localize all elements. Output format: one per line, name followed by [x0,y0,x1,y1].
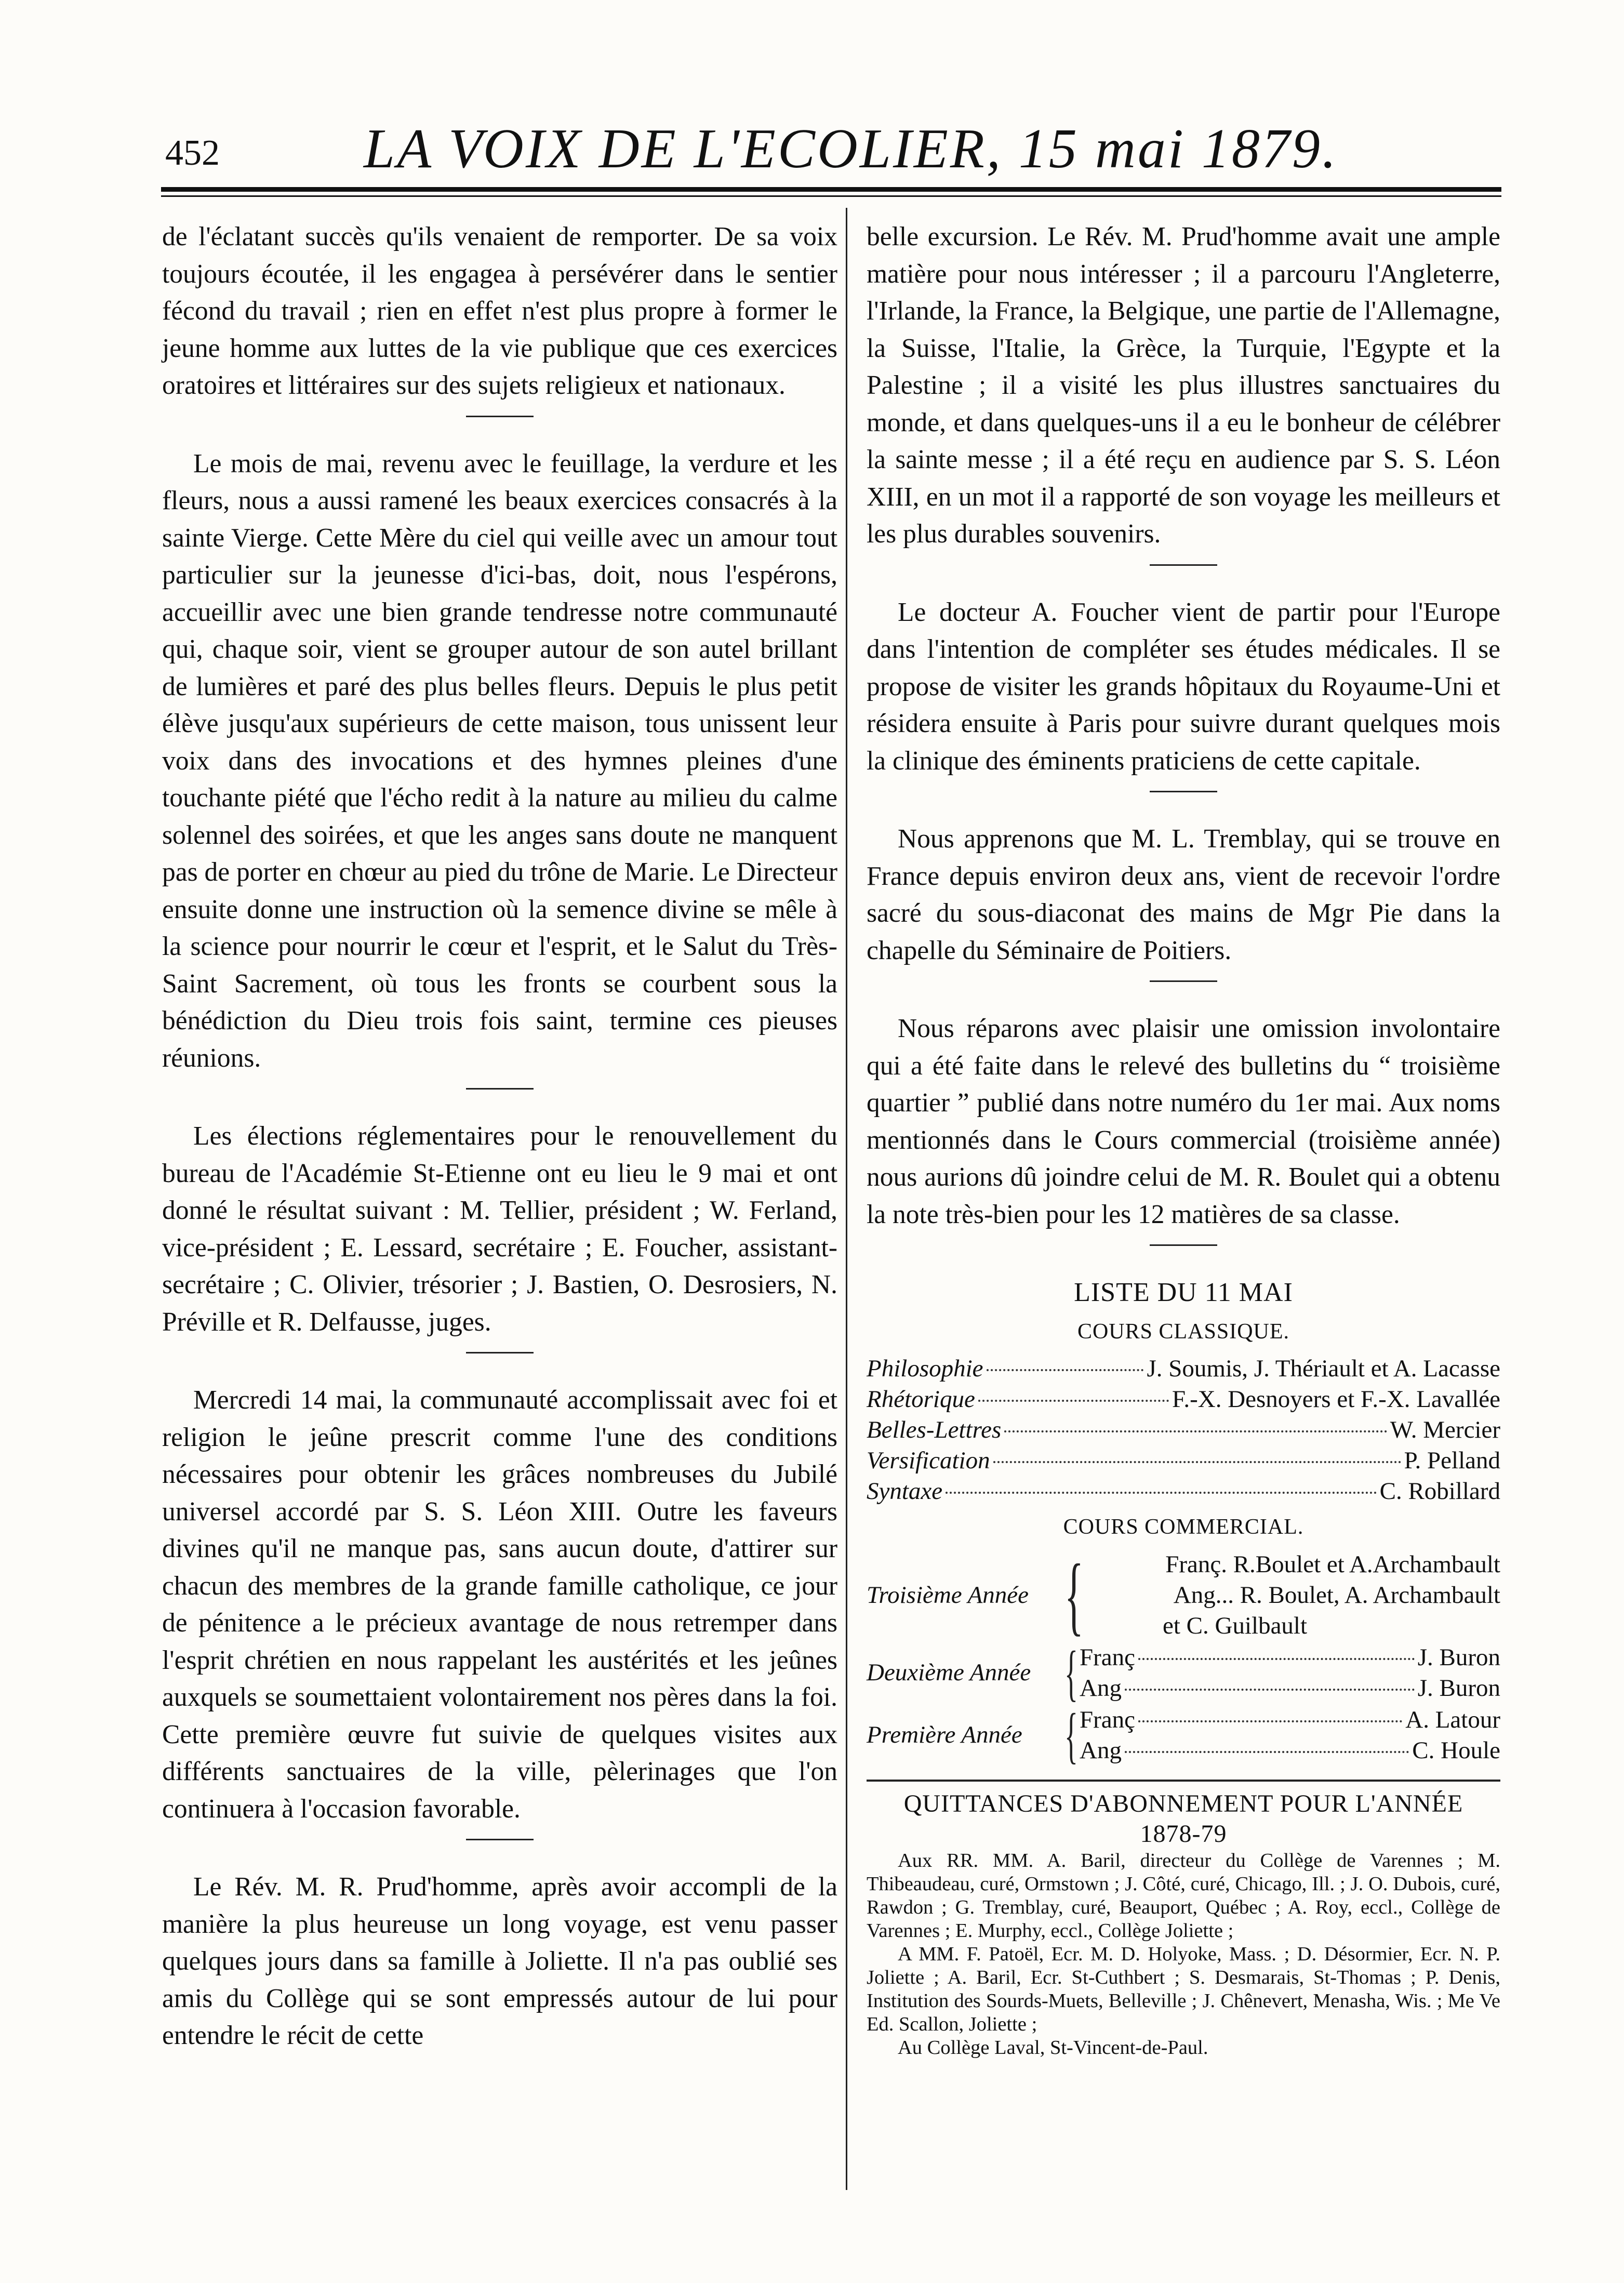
section-separator [1150,564,1217,566]
header-rule-thin [161,195,1501,197]
column-divider [846,208,847,2190]
quittances-paragraph: Au Collège Laval, St-Vincent-de-Paul. [898,2036,1208,2059]
section-separator [466,1839,534,1840]
list-row: Versification P. Pelland [867,1447,1500,1474]
paragraph-jubile: Mercredi 14 mai, la communauté accomplissait avec foi et religion le jeûne prescrit comme l'une des conditions nécessaires pour obtenir les grâces nombreuses du Jubilé universel accordé par S. S. Léon XIII. Outre les faveurs divines qu'il ne manque pas, sans aucun doute, d'attirer sur chacun des membres de la grande famille catholique, ce jour de pénitence a le précieux avantage de nous retremper dans l'esprit chrétien en nous rappelant les austérités et les jeûnes auxquels se soumettaient volontairement nos pères dans la foi. Cette première œuvre fut suivie de quelques visites aux différents sanctuaires de la ville, pèlerinages que l'on continuera à l'occasion favorable. [162,1385,837,1824]
running-title: LA VOIX DE L'ECOLIER, 15 mai 1879. [364,118,1338,180]
list-title: LISTE DU 11 MAI [1074,1278,1293,1307]
left-column [162,218,837,2054]
page-number: 452 [165,133,220,173]
right-column [867,218,1500,2060]
header-rule-thick [161,187,1501,192]
list-row: Syntaxe C. Robillard [867,1478,1500,1505]
quittances-title: QUITTANCES D'ABONNEMENT POUR L'ANNÉE [903,1789,1463,1817]
quittances-year: 1878-79 [1140,1820,1227,1848]
list-row: Rhétorique F.-X. Desnoyers et F.-X. Lavallée [867,1386,1500,1413]
paragraph-tremblay: Nous apprenons que M. L. Tremblay, qui se trouve en France depuis environ deux ans, vient de recevoir l'ordre sacré du sous-diaconat des mains de Mgr Pie dans la chapelle du Séminaire de Poitiers. [867,824,1500,965]
section-separator [1150,980,1217,982]
paragraph-omission: Nous réparons avec plaisir une omission involontaire qui a été faite dans le relevé des bulletins du “ troisième quartier ” publié dans notre numéro du 1er mai. Aux noms mentionnés dans le Cours commercial (troisième année) nous aurions dû joindre celui de M. R. Boulet qui a obtenu la note très-bien pour les 12 matières de sa classe. [867,1014,1500,1229]
section-separator [466,416,534,417]
page-header [156,117,1501,187]
brace-icon: { [1064,1546,1084,1644]
paragraph-prudhomme: Le Rév. M. R. Prud'homme, après avoir accompli de la manière la plus heureuse un long voyage, est venu passer quelques jours dans sa famille à Joliette. Il n'a pas oublié ses amis du Collège qui se sont empressés autour de lui pour entendre le récit de cette [162,1872,837,2050]
cours-commercial-heading: COURS COMMERCIAL. [1063,1515,1304,1539]
section-rule [867,1780,1500,1782]
section-separator [1150,1244,1217,1246]
paragraph-foucher: Le docteur A. Foucher vient de partir pour l'Europe dans l'intention de compléter ses études médicales. Il se propose de visiter les grands hôpitaux du Royaume-Uni et résidera ensuite à Paris pour suivre durant quelques mois la clinique des éminents praticiens de cette capitale. [867,597,1500,776]
paragraph-excursion: belle excursion. Le Rév. M. Prud'homme avait une ample matière pour nous intéresser ; il a parcouru l'Angleterre, l'Irlande, la France, la Belgique, une partie de l'Allemagne, la Suisse, l'Italie, la Grèce, la Turquie, l'Egypte et la Palestine ; il a visité les plus illustres sanctuaires du monde, et dans quelques-uns il a eu le bonheur de célébrer la sainte messe ; il a été reçu en audience par S. S. Léon XIII, en un mot il a rapporté de son voyage les meilleurs et les plus durables souvenirs. [867,222,1500,549]
section-separator [466,1088,534,1090]
deuxieme-annee-group: Deuxième Année { Franç J. Buron Ang J. Buron [867,1638,1500,1707]
group-label: Troisième Année [867,1581,1029,1609]
paragraph-mois-de-mai: Le mois de mai, revenu avec le feuillage, la verdure et les fleurs, nous a aussi ramené les beaux exercices consacrés à la sainte Vierge. Cette Mère du ciel qui veille avec un amour tout particulier sur la jeunesse d'ici-bas, doit, nous l'espérons, accueillir avec une bien grande tendresse notre communauté qui, chaque soir, vient se grouper autour de son autel brillant de lumières et paré des plus belles fleurs. Depuis le plus petit élève jusqu'aux supérieurs de cette maison, tous unissent leur voix dans des invocations et des hymnes pleines d'une touchante piété que l'écho redit à la nature au milieu du calme solennel des soirées, et que les anges sans doute ne manquent pas de porter en chœur au pied du trône de Marie. Le Directeur ensuite donne une instruction où la semence divine se mêle à la science pour nourrir le cœur et l'esprit, et le Salut du Très-Saint Sacrement, où tous les fronts se courbent sous la bénédiction du Dieu trois fois saint, termine ces pieuses réunions. [162,448,837,1073]
group-label: Première Année [867,1721,1022,1748]
paragraph-elections: Les élections réglementaires pour le renouvellement du bureau de l'Académie St-Etienne ont eu lieu le 9 mai et ont donné le résultat suivant : M. Tellier, président ; W. Ferland, vice-président ; E. Lessard, secrétaire ; E. Foucher, assistant-secrétaire ; C. Olivier, trésorier ; J. Bastien, O. Desrosiers, N. Préville et R. Delfausse, juges. [162,1121,837,1337]
paragraph-continuation: de l'éclatant succès qu'ils venaient de remporter. De sa voix toujours écoutée, il les engagea à persévérer dans le sentier fécond du travail ; rien en effet n'est plus propre à former le jeune homme aux luttes de la vie publique que ces exercices oratoires et littéraires sur des sujets religieux et nationaux. [162,222,837,400]
quittances-paragraph: Aux RR. MM. A. Baril, directeur du Collège de Varennes ; M. Thibeaudeau, curé, Ormstown ; J. Côté, curé, Chicago, Ill. ; J. O. Dubois, curé, Rawdon ; G. Tremblay, curé, Beauport, Québec ; A. Roy, eccl., Collège de Varennes ; E. Murphy, eccl., Collège Joliette ; [867,1849,1500,1942]
brace-icon: { [1064,1638,1078,1707]
section-separator [1150,791,1217,792]
list-row: Belles-Lettres W. Mercier [867,1416,1500,1443]
premiere-annee-group: Première Année { Franç A. Latour Ang C. Houle [867,1700,1500,1770]
troisieme-annee-group: Troisième Année { Franç. R.Boulet et A.Archambault Ang... R. Boulet, A. Archambault et C. Guilbault [867,1546,1500,1644]
group-label: Deuxième Année [867,1659,1031,1686]
list-row: Philosophie J. Soumis, J. Thériault et A. Lacasse [867,1355,1500,1382]
cours-classique-heading: COURS CLASSIQUE. [1077,1319,1290,1344]
section-separator [466,1352,534,1353]
brace-icon: { [1064,1700,1078,1770]
quittances-paragraph: A MM. F. Patoël, Ecr. M. D. Holyoke, Mass. ; D. Désormier, Ecr. N. P. Joliette ; A. Baril, Ecr. St-Cuthbert ; S. Desmarais, St-Thomas ; P. Denis, Institution des Sourds-Muets, Belleville ; J. Chênevert, Menasha, Wis. ; Me Ve Ed. Scallon, Joliette ; [867,1943,1500,2035]
